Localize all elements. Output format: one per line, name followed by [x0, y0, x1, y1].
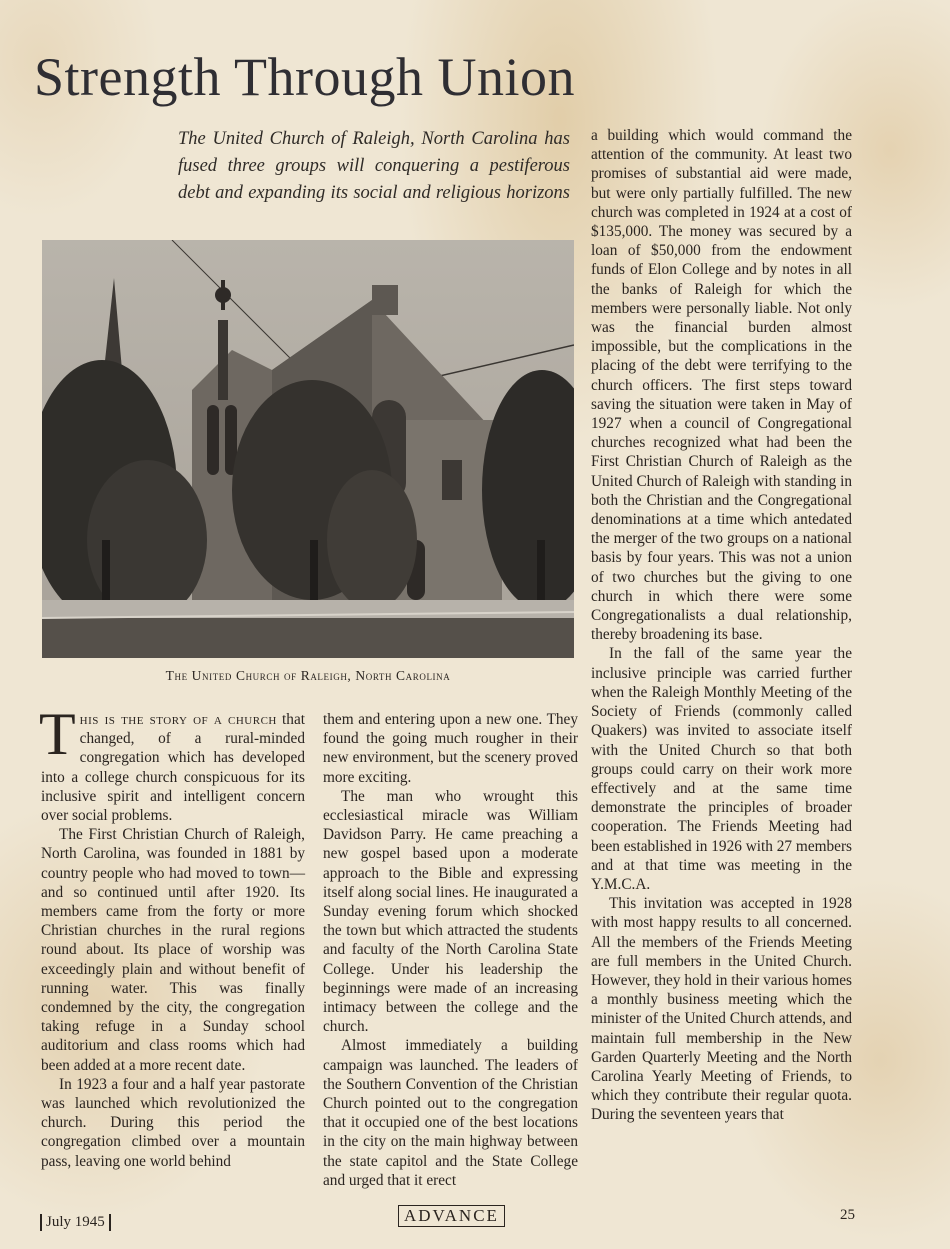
paragraph: The First Christian Church of Raleigh, North Carolina, was founded in 1881 by country people who had moved to town—and so continued until after 1920. Its members came from the forty or more Christian churches in the rural regions round about. Its place of worship was exceedingly plain and without benefit of running water. This was finally condemned by the city, the congregation taking refuge in a Sunday school auditorium and class rooms which had been added at a more recent date. [41, 826, 305, 1074]
paragraph: a building which would command the attention of the community. At least two promises of substantial aid were made, but were only partially fulfilled. The new church was completed in 1924 at a cost of $135,000. The money was secured by a loan of $50,000 from the endowment funds of Elon College and by notes in all the banks of Raleigh for which the members were personally liable. Not only was the financial burden almost impossible, but the complications in the placing of the debt were terrifying to the church officers. The first steps toward saving the situation were taken in May of 1927 when a council of Congregational churches recognized what had been the First Christian Church of Raleigh as the United Church of Raleigh with standing in both the Christian and the Congregational denominations at a time which antedated the merger of the two groups on a national basis by four years. This was not a union of two churches but the giving to one church in which there were some Congregationalists a dual relationship, thereby broadening its base. [591, 127, 852, 644]
paragraph: The man who wrought this ecclesiastical miracle was William Davidson Parry. He came preaching a new gospel based upon a moderate approach to the Bible and expressing itself along social lines. He inaugurated a Sunday evening forum which shocked the town but which attracted the students and faculty of the North Carolina State College. Under his leadership the beginnings were made of an increasing intimacy between the college and the church. [323, 787, 578, 1036]
paragraph: In the fall of the same year the inclusive principle was carried further when the Raleigh Monthly Meeting of the Society of Friends (commonly called Quakers) was invited to associate itself with the United Church so that both groups could carry on their work more effectively and at the same time demonstrate the principles of broader cooperation. The Friends Meeting had been established in 1926 with 27 members and at that time was meeting in the Y.M.C.A. [591, 645, 852, 893]
church-photo [42, 240, 574, 658]
column-3 [591, 126, 852, 1125]
issue-date: July 1945 [40, 1214, 111, 1231]
lead-rest: that changed, of a rural-minded congregation which has developed into a college church conspicuous for its inclusive spirit and intelligent concern over social problems. [41, 711, 305, 825]
paragraph: This invitation was accepted in 1928 with most happy results to all concerned. All the members of the Friends Meeting are full members in the United Church. However, they hold in their various homes a monthly business meeting which the minister of the United Church attends, and maintain full membership in the New Garden Quarterly Meeting and the North Carolina Yearly Meeting of Friends, to which they contribute their regular quota. During the seventeen years that [591, 895, 852, 1124]
lead-smallcaps: his is the story of a church [79, 711, 277, 728]
lead-paragraph [39, 701, 305, 825]
photo-caption: The United Church of Raleigh, North Carolina [165, 668, 451, 683]
paragraph: In 1923 a four and a half year pastorate was launched which revolutionized the church. During this period the congregation climbed over a mountain pass, leaving one world behind [41, 1075, 305, 1170]
article-subtitle: The United Church of Raleigh, North Carolina has fused three groups will conquering a pestiferous debt and expanding its social and religious horizons [178, 129, 570, 203]
church-illustration [42, 240, 574, 658]
column-1 [39, 701, 305, 1171]
paragraph: Almost immediately a building campaign was launched. The leaders of the Southern Convention of the Christian Church pointed out to the congregation that it occupied one of the best locations in the city on the main highway between the state capitol and the State College and urged that it erect [323, 1037, 578, 1189]
column-2 [323, 710, 578, 1190]
page-number: 25 [840, 1207, 855, 1223]
drop-cap: T [39, 701, 76, 767]
paragraph: them and entering upon a new one. They found the going much rougher in their new environment, but the scenery proved more exciting. [323, 711, 578, 786]
magazine-name: ADVANCE [398, 1205, 505, 1227]
article-title: Strength Through Union [34, 47, 575, 107]
